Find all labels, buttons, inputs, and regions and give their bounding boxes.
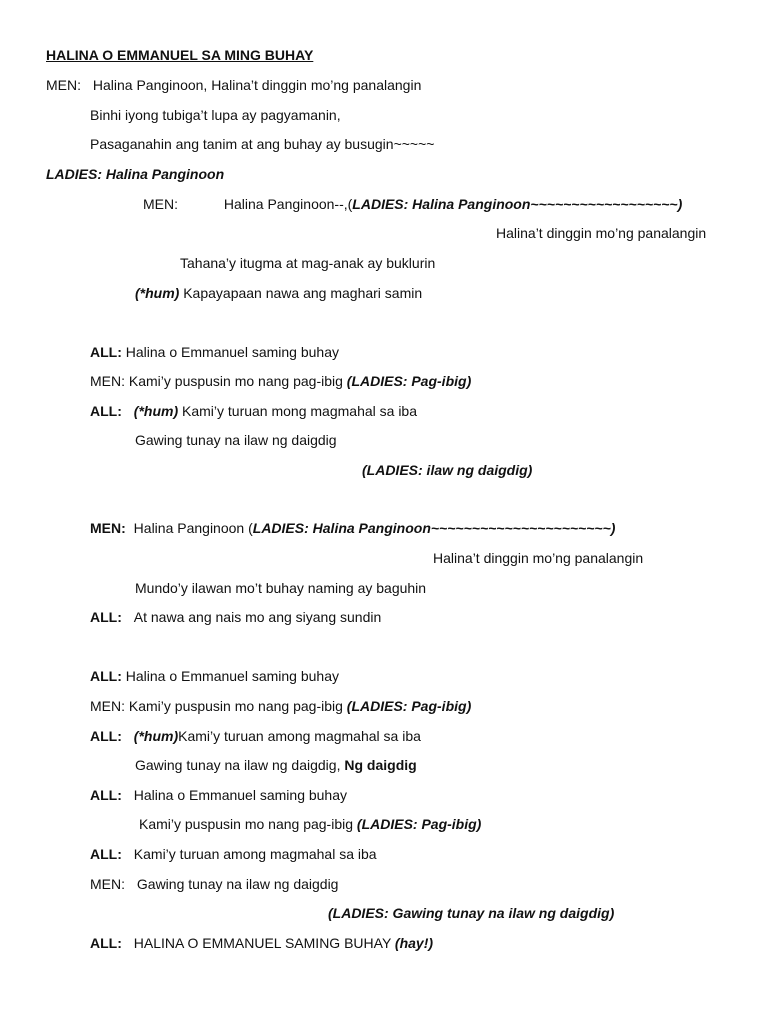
speaker-label: ALL: [90,935,122,951]
lyric-line [90,875,338,893]
lyric-line [90,727,421,745]
lyric-line [90,697,471,715]
lyric-text: Halina o Emmanuel saming buhay [121,344,340,360]
lyric-line [90,667,339,685]
ladies-part: LADIES: Halina Panginoon~~~~~~~~~~~~~~~~~~~~~~) [252,520,616,536]
speaker-label: ALL: [90,403,122,419]
lyric-text: Halina o Emmanuel saming buhay [133,787,348,803]
lyric-text: MEN: Kami’y puspusin mo nang pag-ibig [90,373,347,389]
lyric-text: Halina o Emmanuel saming buhay [121,668,340,684]
lyric-text: Kami’y puspusin mo nang pag-ibig [139,816,357,832]
lyric-line [90,343,339,361]
lyric-line: Pasaganahin ang tanim at ang buhay ay busugin~~~~~ [90,136,435,152]
lyric-line [90,372,471,390]
speaker-label: MEN: [90,520,126,536]
speaker-label: ALL: [90,728,122,744]
lyric-line [90,402,417,420]
speaker-label: ALL: [90,609,122,625]
hum-label: (*hum) [135,285,180,301]
speaker-label: ALL: [90,787,122,803]
lyric-text: Kapayapaan nawa ang maghari samin [179,285,423,301]
speaker-label: MEN: [90,876,125,892]
lyric-line [90,786,347,804]
song-title: HALINA O EMMANUEL SA MING BUHAY [46,47,314,63]
lyric-line: LADIES: Halina Panginoon [46,166,225,182]
ladies-part: LADIES: Halina Panginoon~~~~~~~~~~~~~~~~~~) [352,196,683,212]
ladies-part: (LADIES: Pag-ibig) [356,816,482,832]
lyric-line: Mundo’y ilawan mo’t buhay naming ay baguhin [135,580,427,596]
lyric-text: Kami’y turuan mong magmahal sa iba [178,403,418,419]
lyric-line: (LADIES: ilaw ng daigdig) [362,462,533,478]
lyric-line [135,756,417,774]
lyric-text: HALINA O EMMANUEL SAMING BUHAY [133,935,395,951]
speaker-label: ALL: [90,846,122,862]
lyric-line: Tahana’y itugma at mag-anak ay buklurin [180,255,436,271]
hum-label: (*hum) [133,403,179,419]
lyric-line [90,845,377,863]
lyric-line [90,608,381,626]
lyric-line: (LADIES: Gawing tunay na ilaw ng daigdig) [328,905,615,921]
lyric-line [90,519,615,537]
lyric-line [135,284,422,302]
speaker-label: ALL: [90,668,122,684]
lyric-text: Halina Panginoon--,( [223,196,353,212]
ladies-part: (LADIES: Pag-ibig) [346,698,472,714]
lyric-line [90,934,433,952]
lyric-text: Halina Panginoon ( [133,520,253,536]
speaker-label: ALL: [90,344,122,360]
lyric-line: Halina’t dinggin mo’ng panalangin [496,225,707,241]
lyric-text: Kami’y turuan among magmahal sa iba [178,728,421,744]
lyric-line: Halina’t dinggin mo’ng panalangin [433,550,644,566]
exclamation: (hay!) [394,935,434,951]
lyric-text: Gawing tunay na ilaw ng daigdig, [135,757,345,773]
lyric-text: Kami’y turuan among magmahal sa iba [133,846,377,862]
lyric-line [46,76,421,94]
hum-label: (*hum) [133,728,179,744]
speaker-label: MEN: [143,196,178,212]
speaker-label: MEN: [46,77,81,93]
echo-part: Ng daigdig [344,757,417,773]
lyric-line: Gawing tunay na ilaw ng daigdig [135,432,337,448]
lyric-line [143,195,682,213]
lyric-line [139,815,481,833]
lyric-text: At nawa ang nais mo ang siyang sundin [133,609,382,625]
lyric-text: Halina Panginoon, Halina’t dinggin mo’ng panalangin [92,77,422,93]
ladies-part: (LADIES: Pag-ibig) [346,373,472,389]
lyric-line: Binhi iyong tubiga’t lupa ay pagyamanin, [90,107,341,123]
lyric-text: Gawing tunay na ilaw ng daigdig [136,876,339,892]
lyric-text: MEN: Kami’y puspusin mo nang pag-ibig [90,698,347,714]
